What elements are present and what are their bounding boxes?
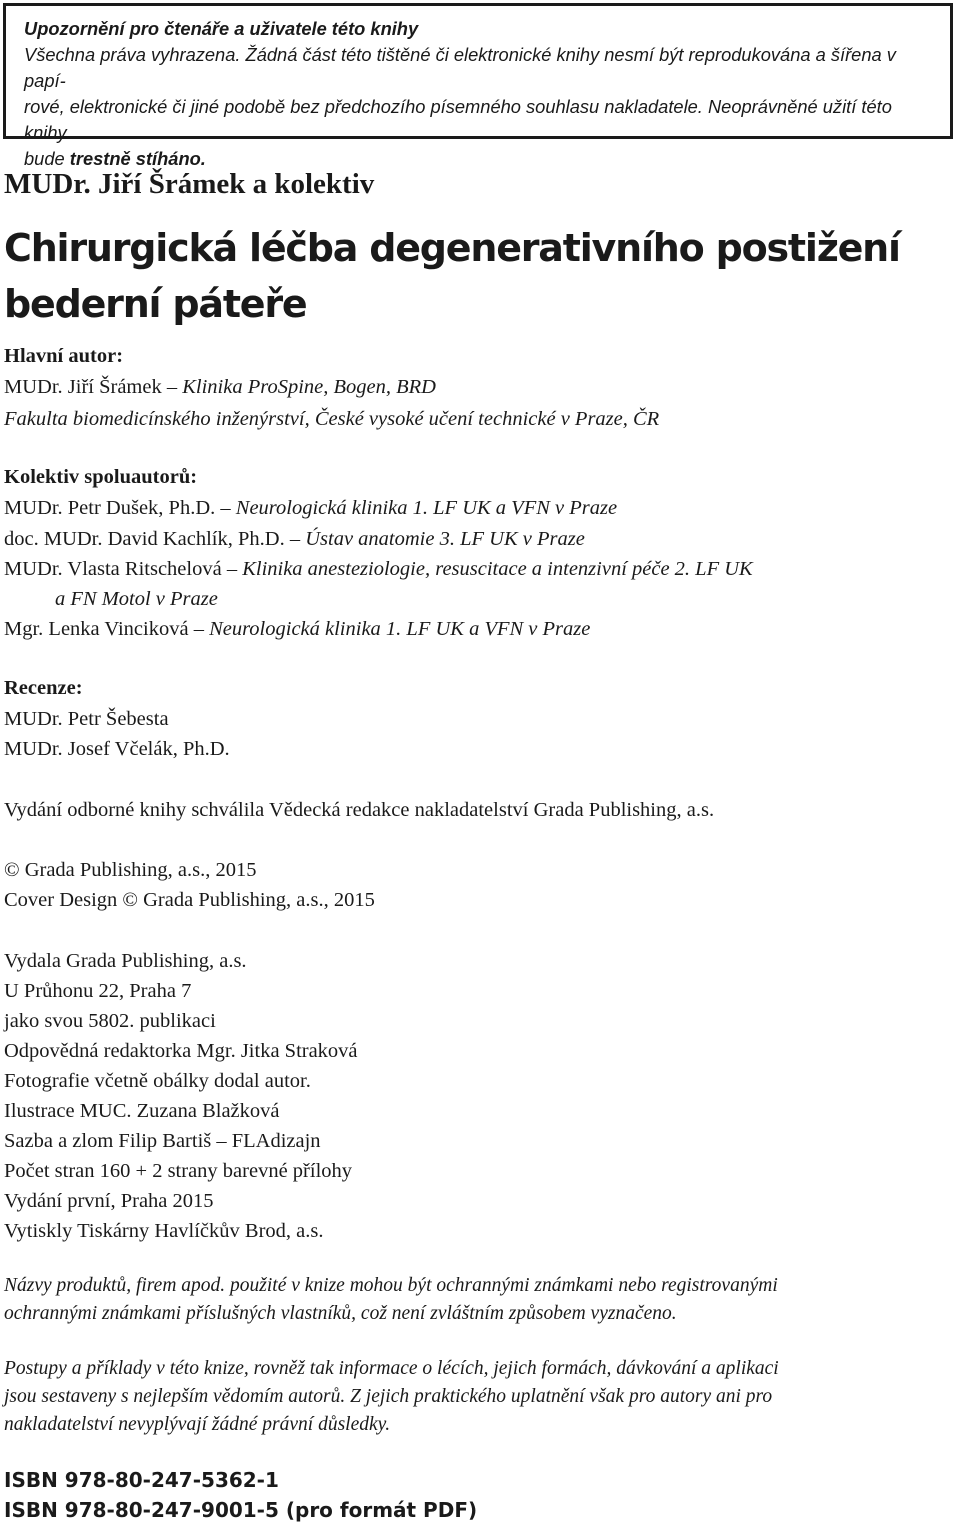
liability-disclaimer-line: nakladatelství nevyplývají žádné právní důsledky. [4, 1414, 391, 1435]
isbn-pdf: ISBN 978-80-247-9001-5 (pro formát PDF) [4, 1498, 478, 1522]
isbn-print: ISBN 978-80-247-5362-1 [4, 1468, 279, 1492]
trademark-disclaimer-line: Názvy produktů, firem apod. použité v knize mohou být ochrannými známkami nebo registrovanými [4, 1275, 778, 1296]
main-author-line [4, 376, 436, 399]
copyright-notice-box [3, 3, 953, 169]
dash: – [161, 376, 183, 398]
reviews-heading: Recenze: [4, 677, 83, 699]
notice-line: rové, elektronické či jiné podobě bez předchozího písemného souhlasu nakladatele. Neoprávněné užití této knihy [24, 96, 892, 143]
imprint-line: Počet stran 160 + 2 strany barevné přílohy [4, 1160, 353, 1182]
imprint-line: Fotografie včetně obálky dodal autor. [4, 1070, 311, 1092]
imprint-line: Vydání první, Praha 2015 [4, 1190, 214, 1212]
coauthor-affiliation: Neurologická klinika 1. LF UK a VFN v Praze [209, 618, 591, 640]
imprint-line: U Průhonu 22, Praha 7 [4, 980, 192, 1002]
main-author-name: MUDr. Jiří Šrámek [4, 376, 162, 398]
coauthor-line: Mgr. Lenka Vinciková – Neurologická klinika 1. LF UK a VFN v Praze [4, 618, 591, 640]
coauthor-affiliation: Neurologická klinika 1. LF UK a VFN v Praze [235, 497, 618, 519]
imprint-line: Sazba a zlom Filip Bartiš – FLAdizajn [4, 1130, 321, 1152]
main-author-heading: Hlavní autor: [4, 345, 124, 367]
coauthor-name: doc. MUDr. David Kachlík, Ph.D. [4, 528, 285, 550]
liability-disclaimer-line: Postupy a příklady v této knize, rovněž tak informace o lécích, jejich formách, dávkování a aplikaci [4, 1358, 779, 1379]
imprint-line: Odpovědná redaktorka Mgr. Jitka Straková [4, 1040, 358, 1062]
notice-line: Všechna práva vyhrazena. Žádná část této tištěné či elektronické knihy nesmí být reprodukována a šířena v papí- [24, 44, 896, 91]
coauthor-affiliation-cont: a FN Motol v Praze [55, 588, 218, 610]
coauthor-name: Mgr. Lenka Vinciková [4, 618, 189, 640]
trademark-disclaimer-line: ochrannými známkami příslušných vlastníků, což není zvláštním způsobem vyznačeno. [4, 1303, 677, 1324]
coauthor-line: MUDr. Vlasta Ritschelová – Klinika anesteziologie, resuscitace a intenzivní péče 2. LF UK [4, 558, 753, 580]
coauthor-line: doc. MUDr. David Kachlík, Ph.D. – Ústav anatomie 3. LF UK v Praze [4, 528, 585, 550]
book-title [4, 220, 944, 332]
main-author-affiliation: Fakulta biomedicínského inženýrství, České vysoké učení technické v Praze, ČR [4, 408, 660, 430]
coauthor-affiliation: Klinika anesteziologie, resuscitace a intenzivní péče 2. LF UK [242, 558, 753, 580]
book-title-line: Chirurgická léčba degenerativního postižení [4, 226, 900, 270]
reviewer: MUDr. Petr Šebesta [4, 708, 169, 730]
liability-disclaimer-line: jsou sestaveny s nejlepším vědomím autorů. Z jejich praktického uplatnění však pro autory ani pro [4, 1386, 773, 1407]
imprint-line: Vytiskly Tiskárny Havlíčkův Brod, a.s. [4, 1220, 324, 1242]
book-title-line: bederní páteře [4, 282, 307, 326]
copyright-line: Cover Design © Grada Publishing, a.s., 2015 [4, 889, 375, 911]
notice-emphasis: trestně stíháno. [69, 148, 206, 169]
author-line: MUDr. Jiří Šrámek a kolektiv [4, 168, 375, 200]
notice-title: Upozornění pro čtenáře a uživatele této knihy [24, 18, 419, 39]
coauthor-name: MUDr. Petr Dušek, Ph.D. [4, 497, 216, 519]
notice-line-prefix: bude [24, 148, 70, 169]
imprint-line: jako svou 5802. publikaci [4, 1010, 216, 1032]
approval-statement: Vydání odborné knihy schválila Vědecká redakce nakladatelství Grada Publishing, a.s. [4, 799, 715, 821]
coauthor-name: MUDr. Vlasta Ritschelová [4, 558, 222, 580]
main-author-affiliation: Klinika ProSpine, Bogen, BRD [182, 376, 436, 398]
imprint-line: Ilustrace MUC. Zuzana Blažková [4, 1100, 280, 1122]
coauthor-line: MUDr. Petr Dušek, Ph.D. – Neurologická klinika 1. LF UK a VFN v Praze [4, 497, 618, 519]
copyright-line: © Grada Publishing, a.s., 2015 [4, 859, 257, 881]
coauthor-affiliation: Ústav anatomie 3. LF UK v Praze [305, 528, 585, 550]
coauthors-heading: Kolektiv spoluautorů: [4, 466, 198, 488]
imprint-line: Vydala Grada Publishing, a.s. [4, 950, 247, 972]
reviewer: MUDr. Josef Včelák, Ph.D. [4, 738, 230, 760]
